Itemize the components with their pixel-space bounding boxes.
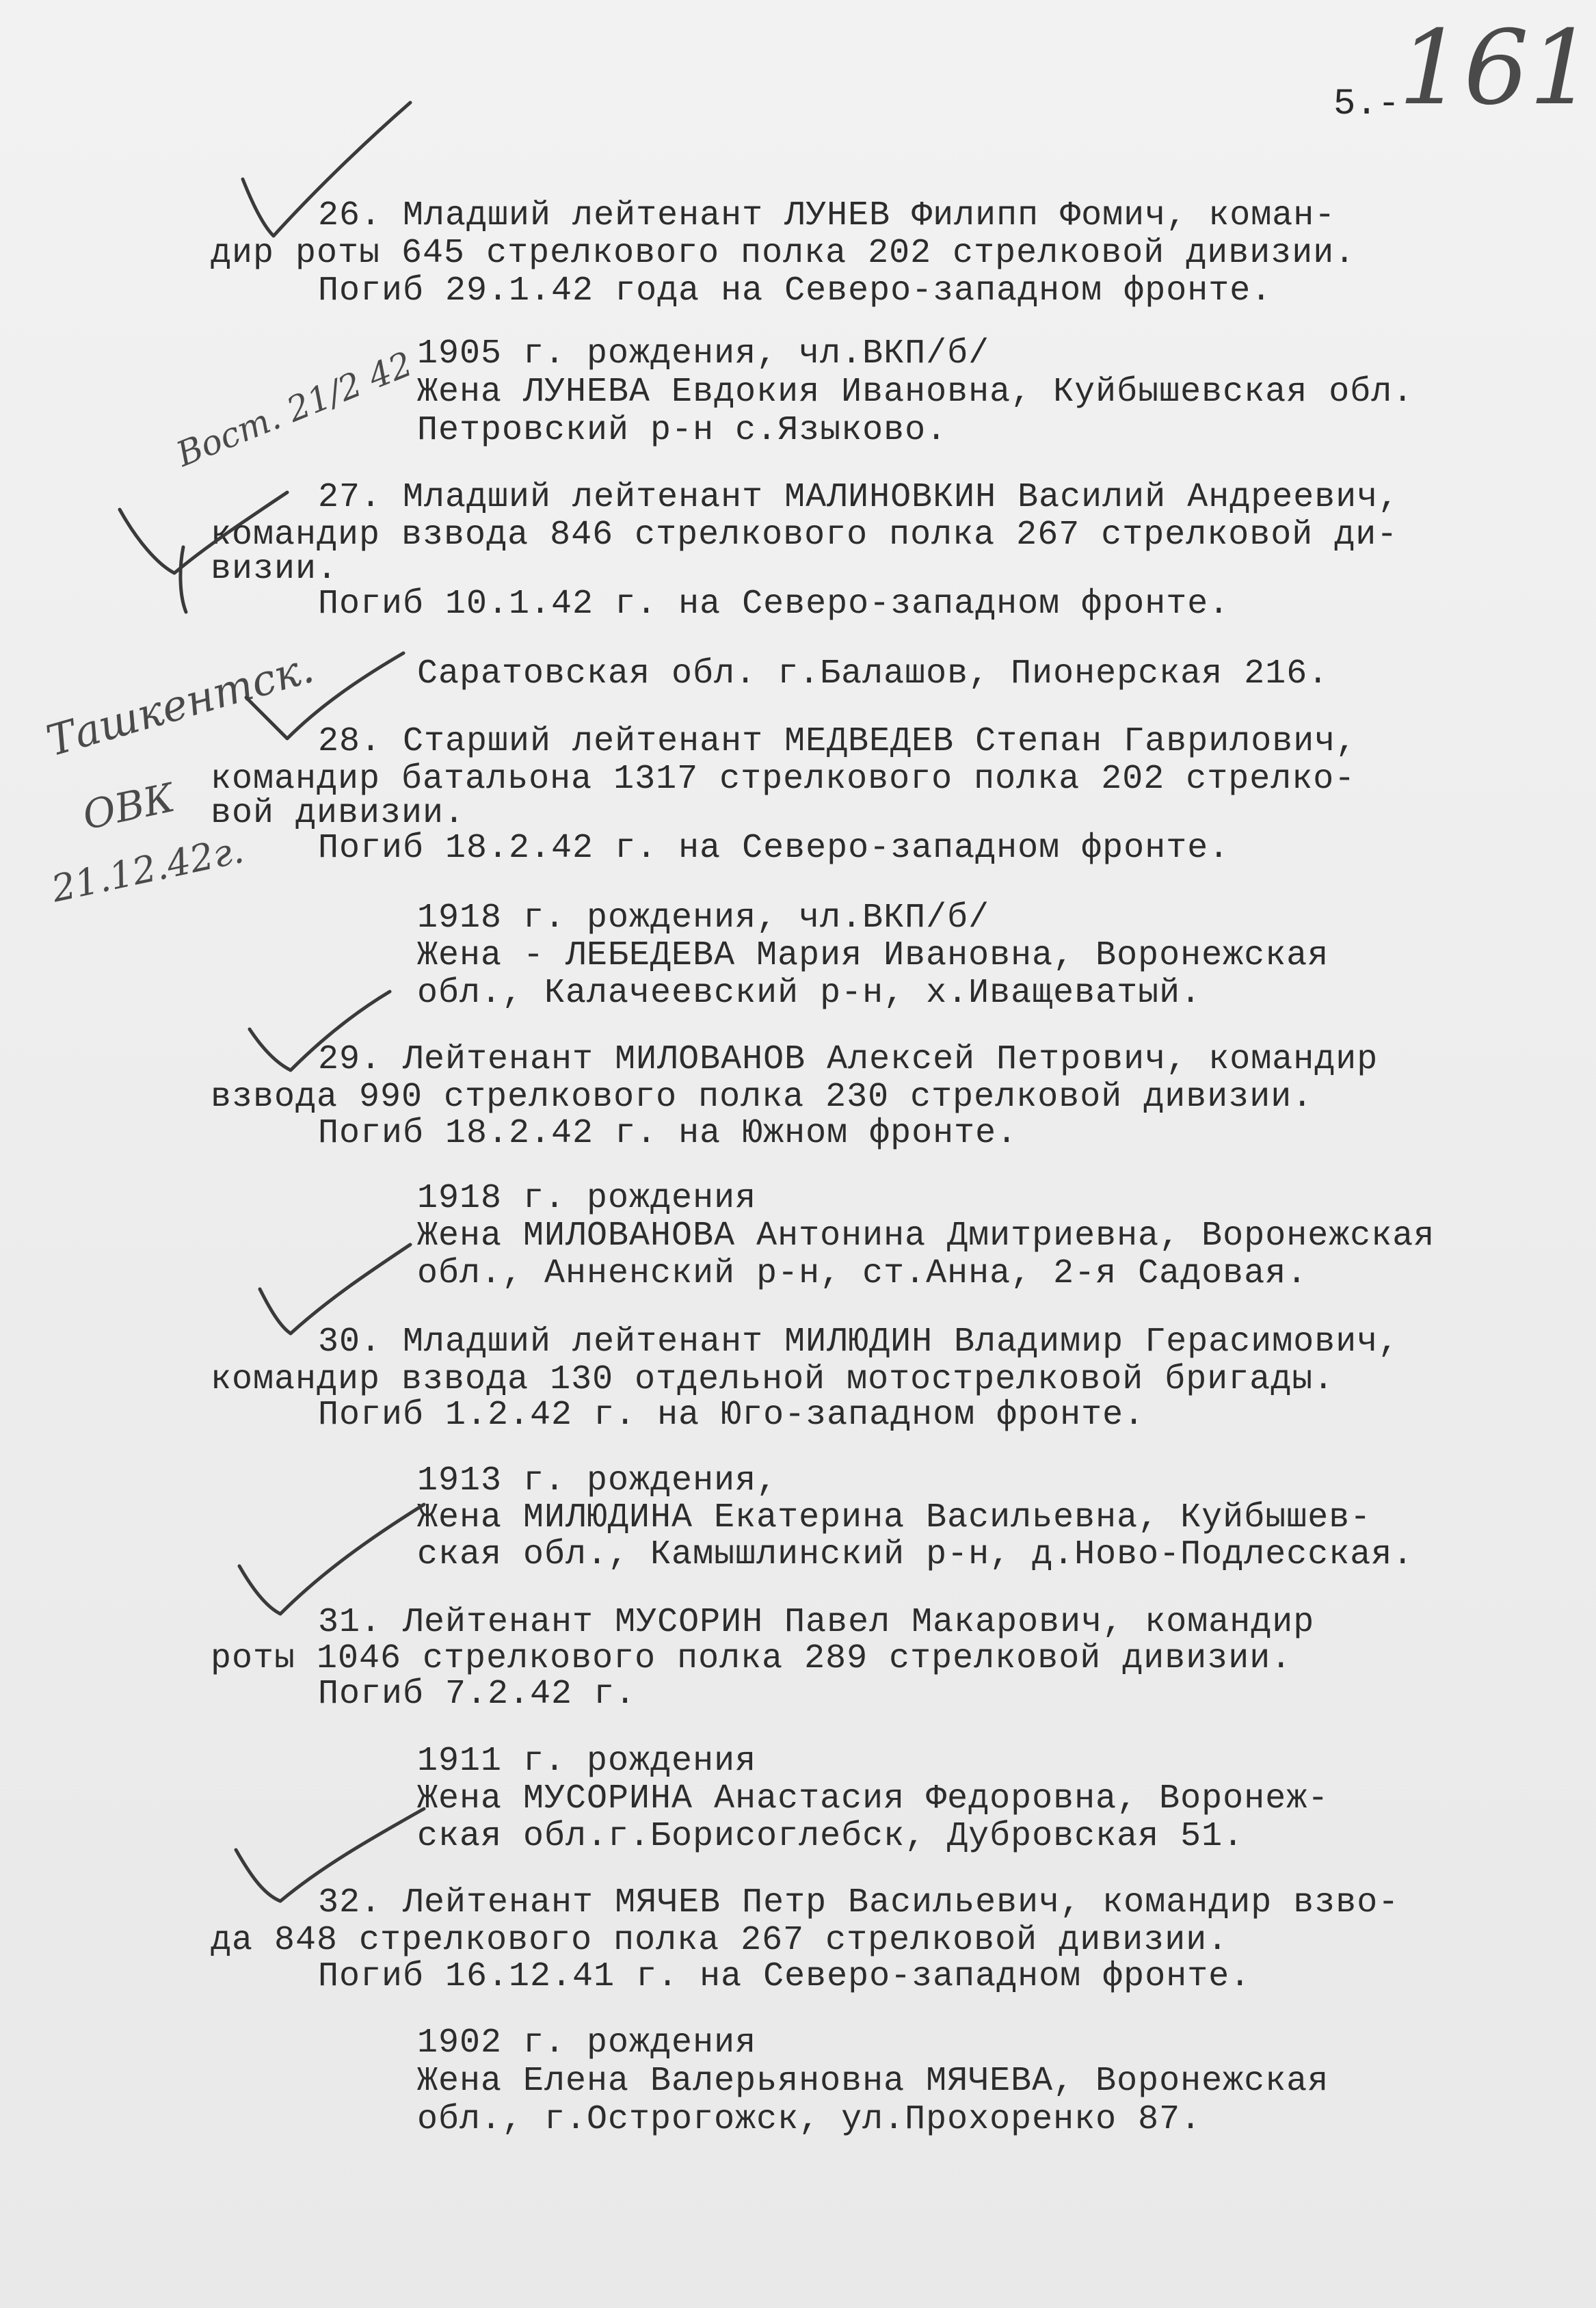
check-mark-32-icon [236,1809,424,1901]
entry-30-detail-1: 1913 г. рождения, [417,1461,778,1500]
entry-31-line-1: 31. Лейтенант МУСОРИН Павел Макарович, командир [318,1603,1315,1642]
entry-29-detail-3: обл., Анненский р-н, ст.Анна, 2-я Садовая. [417,1254,1308,1293]
entry-28-line-4: Погиб 18.2.42 г. на Северо-западном фронте. [318,829,1230,868]
entry-30-line-3: Погиб 1.2.42 г. на Юго-западном фронте. [318,1396,1145,1435]
entry-29-detail-2: Жена МИЛОВАНОВА Антонина Дмитриевна, Воронежская [417,1217,1435,1256]
entry-26-detail-1: 1905 г. рождения, чл.ВКП/б/ [417,334,990,373]
margin-note-28-line3: 21.12.42г. [48,827,248,911]
entry-27-line-3: визии. [211,550,338,589]
entry-26-line-3: Погиб 29.1.42 года на Северо-западном фронте. [318,271,1273,310]
margin-note-28-line2: ОВК [79,773,179,839]
check-mark-30-icon [260,1245,410,1334]
entry-26-line-2: дир роты 645 стрелкового полка 202 стрелковой дивизии. [211,234,1356,273]
entry-27-line-2: командир взвода 846 стрелкового полка 267 стрелковой ди- [211,516,1398,555]
handwritten-page-number: 161 [1398,9,1595,128]
entry-29-line-3: Погиб 18.2.42 г. на Южном фронте. [318,1114,1018,1153]
entry-28-detail-2: Жена - ЛЕБЕДЕВА Мария Ивановна, Воронежская [417,936,1329,975]
entry-28-line-2: командир батальона 1317 стрелкового полка 202 стрелко- [211,760,1356,799]
entry-30-detail-2: Жена МИЛЮДИНА Екатерина Васильевна, Куйбышев- [417,1498,1372,1537]
entry-28-detail-1: 1918 г. рождения, чл.ВКП/б/ [417,899,990,938]
check-mark-27-bracket-icon [181,547,186,612]
entry-30-detail-3: ская обл., Камышлинский р-н, д.Ново-Подлесская. [417,1535,1414,1574]
entry-32-line-3: Погиб 16.12.41 г. на Северо-западном фронте. [318,1957,1251,1996]
margin-note-27: Вост. 21/2 42 [171,343,418,475]
check-mark-26-icon [243,103,410,236]
entry-32-detail-3: обл., г.Острогожск, ул.Прохоренко 87. [417,2100,1202,2139]
entry-27-line-4: Погиб 10.1.42 г. на Северо-западном фронте. [318,585,1230,624]
entry-30-line-1: 30. Младший лейтенант МИЛЮДИН Владимир Герасимович, [318,1323,1400,1362]
entry-26-line-1: 26. Младший лейтенант ЛУНЕВ Филипп Фомич, коман- [318,196,1336,235]
entry-31-detail-1: 1911 г. рождения [417,1742,757,1781]
entry-31-line-2: роты 1046 стрелкового полка 289 стрелковой дивизии. [211,1639,1292,1678]
entry-29-detail-1: 1918 г. рождения [417,1179,757,1218]
entry-28-line-3: вой дивизии. [211,794,466,833]
entry-29-line-2: взвода 990 стрелкового полка 230 стрелковой дивизии. [211,1078,1314,1117]
entry-30-line-2: командир взвода 130 отдельной мотострелковой бригады. [211,1360,1335,1399]
margin-note-28-line1: Ташкентск. [41,642,319,767]
entry-28-detail-3: обл., Калачеевский р-н, х.Иващеватый. [417,974,1202,1013]
entry-31-detail-2: Жена МУСОРИНА Анастасия Федоровна, Воронеж- [417,1779,1329,1818]
page-number: 5.- [1333,83,1400,125]
entry-26-detail-2: Жена ЛУНЕВА Евдокия Ивановна, Куйбышевская обл. [417,373,1414,412]
entry-32-line-2: да 848 стрелкового полка 267 стрелковой дивизии. [211,1921,1229,1960]
check-mark-27-icon [120,492,287,573]
entry-32-line-1: 32. Лейтенант МЯЧЕВ Петр Васильевич, командир взво- [318,1883,1400,1922]
check-mark-31-icon [239,1504,424,1614]
entry-32-detail-2: Жена Елена Валерьяновна МЯЧЕВА, Воронежская [417,2062,1329,2101]
entry-26-detail-3: Петровский р-н с.Языково. [417,411,948,450]
entry-27-detail-1: Саратовская обл. г.Балашов, Пионерская 216. [417,654,1329,693]
entry-31-line-3: Погиб 7.2.42 г. [318,1675,637,1714]
entry-31-detail-3: ская обл.г.Борисоглебск, Дубровская 51. [417,1817,1245,1856]
entry-27-line-1: 27. Младший лейтенант МАЛИНОВКИН Василий Андреевич, [318,478,1400,517]
check-mark-29-icon [250,992,390,1070]
entry-32-detail-1: 1902 г. рождения [417,2024,757,2062]
entry-28-line-1: 28. Старший лейтенант МЕДВЕДЕВ Степан Гаврилович, [318,722,1357,761]
check-mark-28-icon [246,653,403,739]
entry-29-line-1: 29. Лейтенант МИЛОВАНОВ Алексей Петрович, командир [318,1040,1379,1079]
